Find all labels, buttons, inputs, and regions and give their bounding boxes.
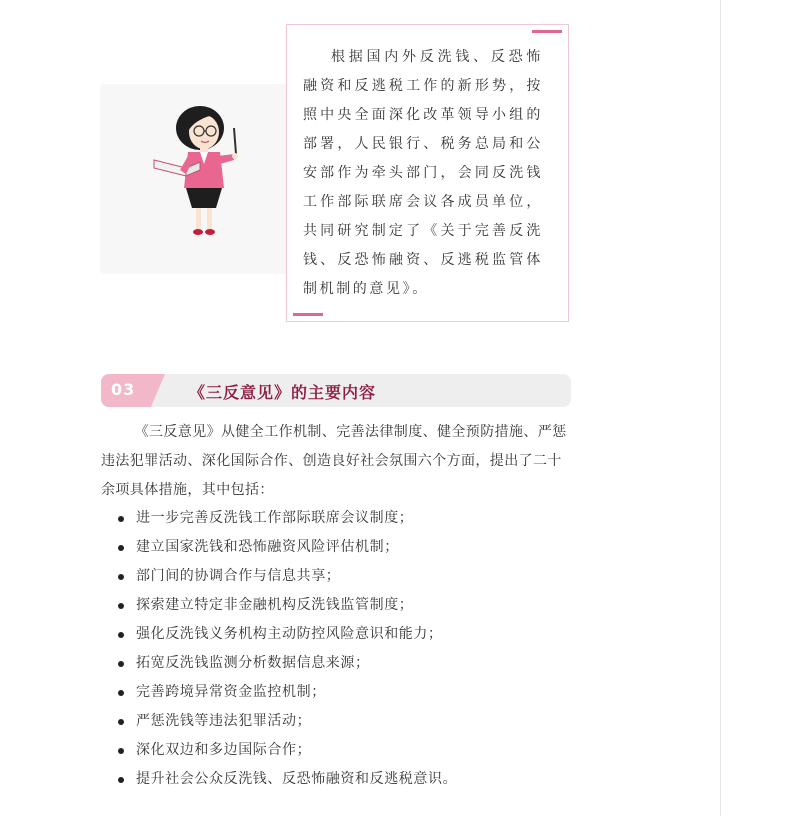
quote-text: 根据国内外反洗钱、反恐怖融资和反逃税工作的新形势，按照中央全面深化改革领导小组的部署，人民银行、税务总局和公安部作为牵头部门，会同反洗钱工作部际联席会议各成员单位，共同研究制定了《关于完善反洗钱、反恐怖融资、反逃税监管体制机制的意见》。: [303, 49, 543, 297]
right-divider: [720, 0, 721, 816]
bullet-icon: [118, 661, 124, 667]
section-number: 03: [111, 380, 136, 399]
list-item-text: 提升社会公众反洗钱、反恐怖融资和反逃税意识。: [136, 771, 458, 787]
section-header: [101, 374, 571, 407]
bullet-icon: [118, 545, 124, 551]
list-item: [101, 620, 571, 649]
intro-paragraph: 《三反意见》从健全工作机制、完善法律制度、健全预防措施、严惩违法犯罪活动、深化国际合作、创造良好社会氛围六个方面，提出了二十余项具体措施，其中包括：: [101, 424, 567, 498]
list-item-text: 建立国家洗钱和恐怖融资风险评估机制；: [136, 539, 399, 555]
accent-bar-bottom: [293, 313, 323, 316]
bullet-icon: [118, 690, 124, 696]
section-title: 《三反意见》的主要内容: [189, 383, 377, 402]
list-item: [101, 707, 571, 736]
list-item-text: 严惩洗钱等违法犯罪活动；: [136, 713, 312, 729]
list-item-text: 探索建立特定非金融机构反洗钱监管制度；: [136, 597, 414, 613]
list-item-text: 强化反洗钱义务机构主动防控风险意识和能力；: [136, 626, 443, 642]
list-item: [101, 765, 571, 794]
bullet-icon: [118, 748, 124, 754]
bullet-icon: [118, 777, 124, 783]
list-item: [101, 504, 571, 533]
list-item: [101, 736, 571, 765]
list-item-text: 进一步完善反洗钱工作部际联席会议制度；: [136, 510, 414, 526]
quote-box: [286, 24, 569, 322]
list-item-text: 深化双边和多边国际合作；: [136, 742, 312, 758]
teacher-illustration: [100, 84, 288, 274]
list-item: [101, 591, 571, 620]
list-item: [101, 562, 571, 591]
teacher-icon: [100, 84, 288, 274]
bullet-icon: [118, 719, 124, 725]
measures-list: [101, 504, 571, 794]
list-item-text: 完善跨境异常资金监控机制；: [136, 684, 326, 700]
list-item: [101, 533, 571, 562]
list-item: [101, 649, 571, 678]
bullet-icon: [118, 632, 124, 638]
accent-bar-top: [532, 30, 562, 33]
list-item-text: 部门间的协调合作与信息共享；: [136, 568, 341, 584]
bullet-icon: [118, 516, 124, 522]
bullet-icon: [118, 603, 124, 609]
list-item-text: 拓宽反洗钱监测分析数据信息来源；: [136, 655, 370, 671]
bullet-icon: [118, 574, 124, 580]
list-item: [101, 678, 571, 707]
